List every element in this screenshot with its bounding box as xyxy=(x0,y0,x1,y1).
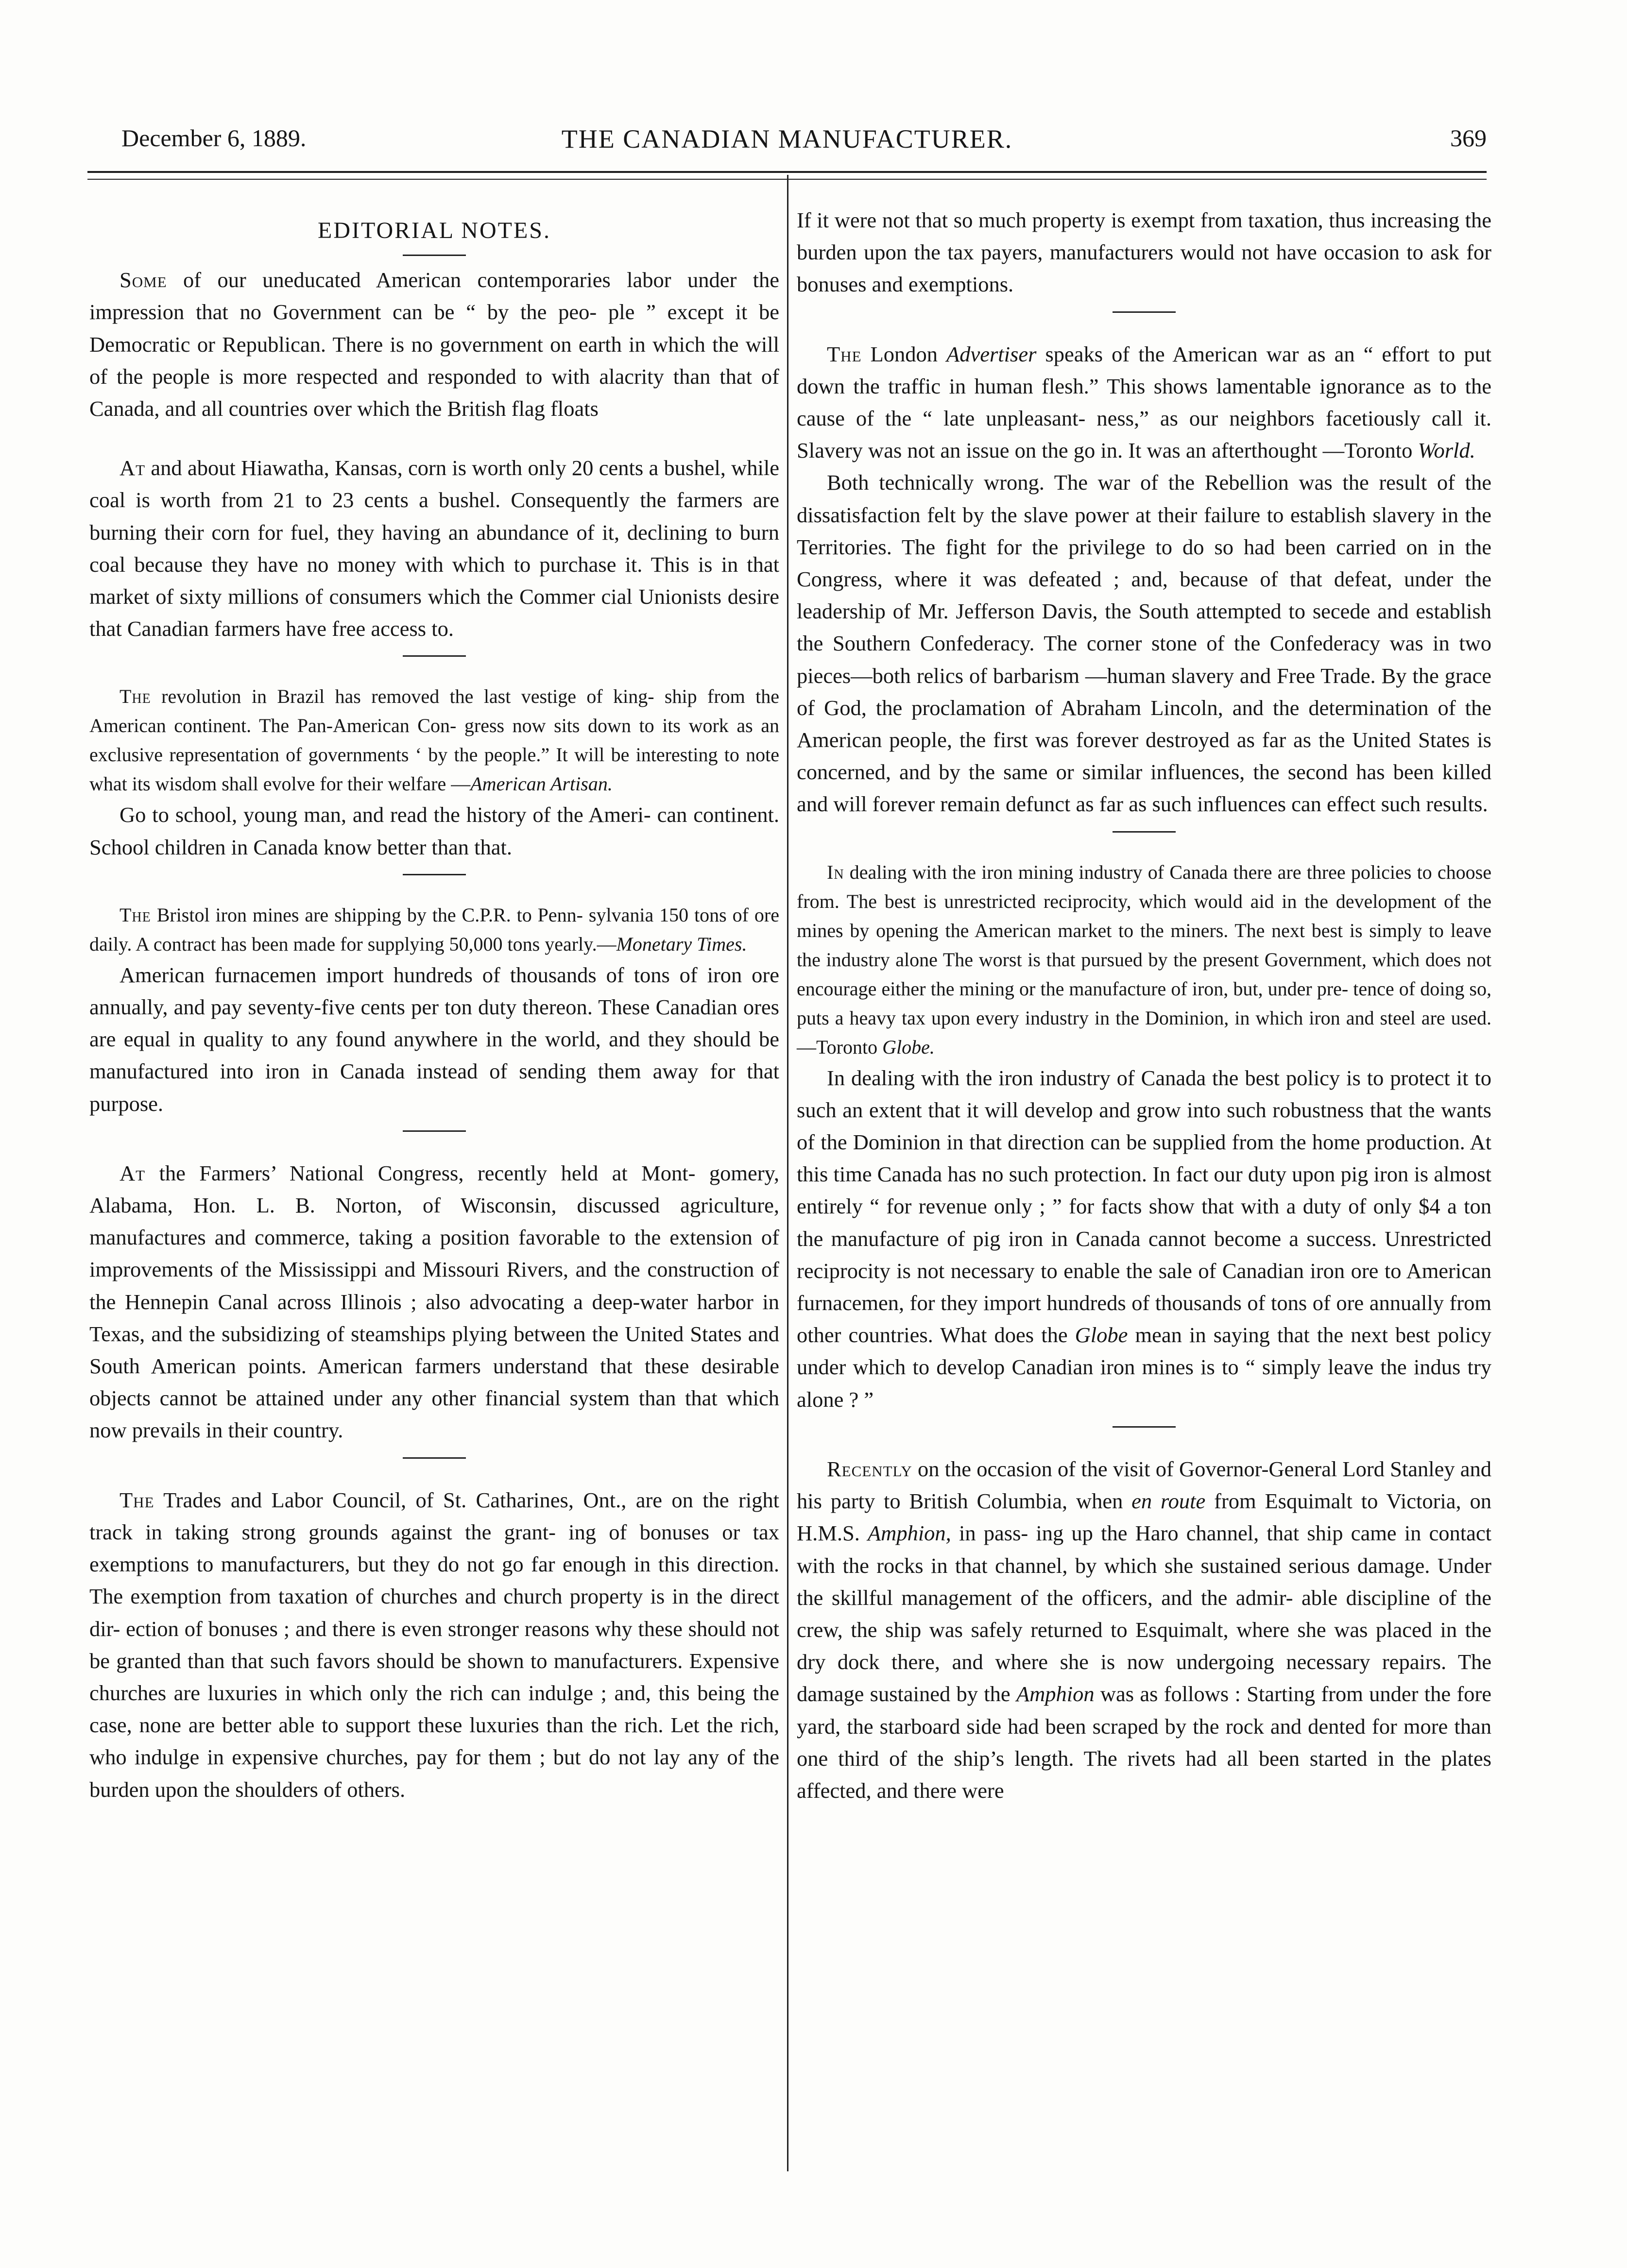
lead-word: The xyxy=(827,341,862,366)
ship-name: Amphion, xyxy=(868,1521,951,1546)
note-text: was as follows : Starting from under the fore yard, the starboard side had been scraped by the rock and dented for more than one third of the ship’s length. The rivets had all been started in the plates affected, and there were xyxy=(797,1682,1491,1803)
editorial-note-trades-labor xyxy=(89,1484,779,1806)
reply-text: mean in saying that the next best policy under which to develop Canadian iron mines is to “ simply leave the indus try alone ? ” xyxy=(797,1323,1492,1412)
newspaper-name: Globe xyxy=(1075,1323,1128,1347)
separator-rule xyxy=(403,255,466,256)
section-heading: EDITORIAL NOTES. xyxy=(318,218,551,243)
newspaper-name: Advertiser xyxy=(946,341,1037,366)
editorial-note-trades-labor-continued: If it were not that so much property is exempt from taxation, thus increasing the burden upon the tax payers, manufacturers would not have occasion to ask for bonuses and exemptions. xyxy=(797,208,1491,297)
header-rule-thick xyxy=(87,171,1487,173)
lead-word: The xyxy=(120,1487,154,1512)
publication-title: THE CANADIAN MANUFACTURER. xyxy=(561,124,1013,153)
lead-word: The xyxy=(120,904,151,926)
italic-phrase: en route xyxy=(1131,1489,1206,1514)
note-text: on the occasion of the visit of Governor-General Lord Stanley and his party to British Columbia, when xyxy=(797,1456,1491,1514)
note-text: and about Hiawatha, Kansas, corn is worth only 20 cents a bushel, while coal is worth from 21 to 23 cents a bushel. Consequently the farmers are burning their corn for fuel, they having an abundance of it, declining to burn coal because they have no money with which to purchase it. This is in that market of sixty millions of consumers which the Commer cial Unionists desire that Canadian farmers have free access to. xyxy=(89,456,779,641)
separator-rule xyxy=(403,1130,466,1132)
page-number: 369 xyxy=(1450,124,1487,152)
left-column xyxy=(89,204,779,1806)
separator-rule xyxy=(403,1457,466,1459)
editorial-reply-advertiser: Both technically wrong. The war of the Rebellion was the result of the dissatisfaction felt by the slave power at their failure to establish slavery in the Territories. The fight for the privilege to do so had been carried on in the Congress, where it was defeated ; and, because of that defeat, under the leadership of Mr. Jefferson Davis, the South attempted to secede and establish the Southern Confederacy. The corner stone of the Confederacy was in two pieces—both relics of barbarism —human slavery and Free Trade. By the grace of God, the proclamation of Abraham Lincoln, and the determination of the American people, the first was forever destroyed as far as the United States is concerned, and by the same or similar influences, the second has been killed and will forever remain defunct as far as such influences can effect such results. xyxy=(797,470,1491,817)
note-text: of our uneducated American contemporaries labor under the impression that no Government can be “ by the peo- ple ” except it be Democratic or Republican. There is no government on earth in which the will of the people is more respected and responded to with alacrity than that of Canada, and all countries over which the British flag floats xyxy=(89,268,779,421)
note-text: from Esquimalt to Victoria, on H.M.S. xyxy=(797,1489,1491,1546)
editorial-note-government xyxy=(89,264,779,425)
note-text: in pass- ing up the Haro channel, that ship came in contact with the rocks in that channel, by which she sustained serious damage. Under the skillful management of the officers, and the admir- able discipline of the crew, the ship was safely returned to Esquimalt, where she was placed in the dry dock there, and where she is now undergoing necessary repairs. The damage sustained by the xyxy=(797,1521,1491,1706)
note-text: London xyxy=(861,341,947,366)
editorial-reply-iron-mining xyxy=(797,1062,1491,1415)
reply-text: In dealing with the iron industry of Canada the best policy is to protect it to such an extent that it will develop and grow into such robustness that the wants of the Dominion in that direction can be supplied from the home production. At this time Canada has no such protection. In fact our duty upon pig iron is almost entirely “ for revenue only ; ” for facts show that with a duty of only $4 a ton the manufacture of pig iron in Canada cannot become a success. Unrestricted reciprocity is not necessary to enable the sale of Canadian iron ore to American furnacemen, for they import hundreds of thousands of tons of ore annually from other countries. What does the xyxy=(797,1065,1491,1347)
note-source: Monetary Times. xyxy=(616,933,747,955)
editorial-note-iron-mining xyxy=(797,858,1491,1062)
editorial-note-hiawatha xyxy=(89,452,779,645)
separator-rule xyxy=(1113,311,1176,313)
note-text: the Farmers’ National Congress, recently held at Mont- gomery, Alabama, Hon. L. B. Norton, of Wisconsin, discussed agriculture, manufactures and commerce, taking a position favorable to the extension of improvements of the Mississippi and Missouri Rivers, and the construction of the Hennepin Canal across Illinois ; also advocating a deep-water harbor in Texas, and the subsidizing of steamships plying between the United States and South American points. American farmers understand that these desirable objects cannot be attained under any other financial system than that which now prevails in their country. xyxy=(89,1160,779,1443)
editorial-note-bristol xyxy=(89,901,779,959)
lead-word: At xyxy=(120,456,146,480)
lead-word: In xyxy=(827,861,844,883)
column-divider xyxy=(787,175,788,2171)
right-column xyxy=(797,204,1491,1807)
lead-word: At xyxy=(120,1160,146,1185)
editorial-note-amphion xyxy=(797,1453,1491,1807)
lead-word: Some xyxy=(120,268,167,292)
note-source: American Artisan. xyxy=(470,773,613,795)
note-text: revolution in Brazil has removed the last vestige of king- ship from the American continent. The Pan-American Con- gress now sits down to its work as an exclusive representation of governments ‘ by the people.” It will be interesting to note what its wisdom shall evolve for their welfare — xyxy=(89,685,779,795)
note-text: speaks of the American war as an “ effort to put down the traffic in human flesh.” This shows lamentable ignorance as to the cause of the “ late unpleasant- ness,” as our neighbors facetiously call it. Slavery was not an issue on the go in. It was an afterthought —Toronto xyxy=(797,341,1491,463)
note-text: Bristol iron mines are shipping by the C.P.R. to Penn- sylvania 150 tons of ore daily. A contract has been made for supplying 50,000 tons yearly.— xyxy=(89,904,779,955)
lead-word: The xyxy=(120,685,151,708)
separator-rule xyxy=(1113,1426,1176,1428)
editorial-reply-bristol: American furnacemen import hundreds of thousands of tons of iron ore annually, and pay seventy-five cents per ton duty thereon. These Canadian ores are equal in quality to any found anywhere in the world, and they should be manufactured into iron in Canada instead of sending them away for that purpose. xyxy=(89,962,779,1116)
issue-date: December 6, 1889. xyxy=(121,124,307,152)
note-text: dealing with the iron mining industry of Canada there are three policies to choose from. The best is unrestricted reciprocity, which would aid in the development of the mines by opening the American market to the miners. The next best is simply to leave the industry alone The worst is that pursued by the present Government, which does not encourage either the mining or the manufacture of iron, but, under pre- tence of doing so, puts a heavy tax upon every industry in the Dominion, in which iron and steel are used.—Toronto xyxy=(797,861,1491,1058)
note-source: World. xyxy=(1418,438,1475,463)
editorial-note-farmers-congress xyxy=(89,1157,779,1447)
note-source: Globe. xyxy=(882,1036,935,1058)
editorial-note-brazil xyxy=(89,682,779,799)
editorial-reply-brazil: Go to school, young man, and read the history of the Ameri- can continent. School children in Canada know better than that. xyxy=(89,802,779,859)
editorial-note-advertiser xyxy=(797,338,1491,467)
separator-rule xyxy=(1113,831,1176,833)
separator-rule xyxy=(403,655,466,657)
separator-rule xyxy=(403,874,466,875)
ship-name: Amphion xyxy=(1016,1682,1095,1706)
page-header xyxy=(87,124,1487,172)
note-text: Trades and Labor Council, of St. Catharines, Ont., are on the right track in taking strong grounds against the grant- ing of bonuses or tax exemptions to manufacturers, but they do not go far enough in this direction. The exemption from taxation of churches and church property is in the direct dir- ection of bonuses ; and there is even stronger reasons why these should not be granted than that such favors should be shown to manufacturers. Expensive churches are luxuries in which only the rich can indulge ; and, this being the case, none are better able to support these luxuries than the rich. Let the rich, who indulge in expensive churches, pay for them ; but do not lay any of the burden upon the shoulders of others. xyxy=(89,1487,779,1802)
lead-word: Recently xyxy=(827,1456,912,1481)
